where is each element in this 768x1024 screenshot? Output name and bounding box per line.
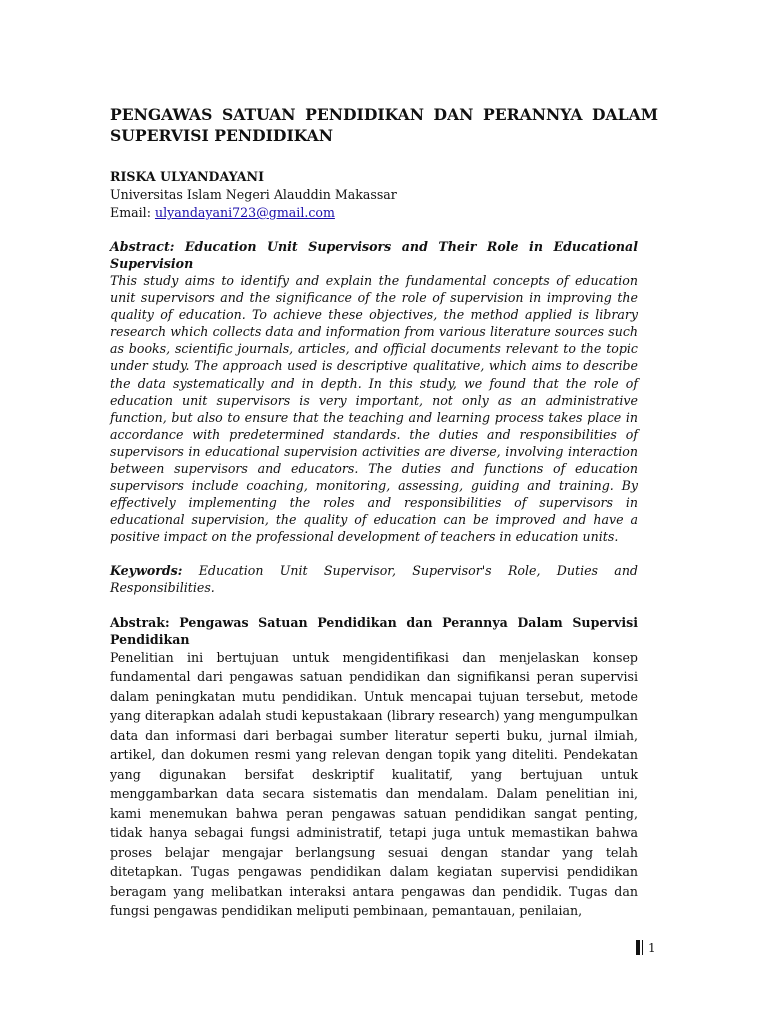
paper-title: PENGAWAS SATUAN PENDIDIKAN DAN PERANNYA DALAM SUPERVISI PENDIDIKAN [110,105,658,145]
abstrak-text: Penelitian ini bertujuan untuk mengidentifikasi dan menjelaskan konsep fundamental dari pengawas satuan pendidikan dan signifikansi peran supervisi dalam peningkatan mutu pendidikan. Untuk mencapai tujuan tersebut, metode yang diterapkan adalah studi kepustakaan (library research) yang mengumpulkan data dan informasi dari berbagai sumber literatur seperti buku, jurnal ilmiah, artikel, dan dokumen resmi yang relevan dengan topik yang diteliti. Pendekatan yang digunakan bersifat deskriptif kualitatif, yang bertujuan untuk menggambarkan data secara sistematis dan mendalam. Dalam penelitian ini, kami menemukan bahwa peran pengawas satuan pendidikan sangat penting, tidak hanya sebagai fungsi administratif, tetapi juga untuk memastikan bahwa proses belajar mengajar berlangsung sesuai dengan standar yang telah ditetapkan. Tugas pengawas pendidikan dalam kegiatan supervisi pendidikan beragam yang melibatkan interaksi antara pengawas dan pendidik. Tugas dan fungsi pengawas pendidikan meliputi pembinaan, pemantauan, penilaian, [110,649,638,918]
english-abstract [110,238,638,921]
paper-page [110,104,658,921]
abstrak-title: Abstrak: Pengawas Satuan Pendidikan dan Perannya Dalam Supervisi Pendidikan [110,614,638,647]
page-number: 1 [648,940,656,955]
email-link[interactable]: ulyandayani723@gmail.com [154,205,335,220]
author-affiliation: Universitas Islam Negeri Alauddin Makassar [110,187,397,202]
footer-separator [642,940,643,955]
keywords-text: Education Unit Supervisor, Supervisor's Role, Duties and Responsibilities. [110,562,638,595]
author-name: RISKA ULYANDAYANI [110,169,264,184]
page-footer [636,940,656,955]
author-email-line [110,204,658,222]
keywords-label: Keywords: [110,562,183,578]
keywords [110,562,638,596]
abstract-title: Abstract: Education Unit Supervisors and Their Role in Educational Supervision [110,239,638,271]
footer-bar-mark [636,940,640,955]
abstract-text: This study aims to identify and explain the fundamental concepts of education unit supervisors and the significance of the role of supervision in improving the quality of education. To achieve these objectives, the method applied is library research which collects data and information from various literature sources such as books, scientific journals, articles, and official documents relevant to the topic under study. The approach used is descriptive qualitative, which aims to describe the data systematically and in depth. In this study, we found that the role of education unit supervisors is very important, not only as an administrative function, but also to ensure that the teaching and learning process takes place in accordance with predetermined standards. the duties and responsibilities of supervisors in educational supervision activities are diverse, involving interaction between supervisors and educators. The duties and functions of education supervisors include coaching, monitoring, assessing, guiding and training. By effectively implementing the roles and responsibilities of supervisors in educational supervision, the quality of education can be improved and have a positive impact on the professional development of teachers in education units. [110,273,638,545]
email-label: Email: [110,205,155,220]
